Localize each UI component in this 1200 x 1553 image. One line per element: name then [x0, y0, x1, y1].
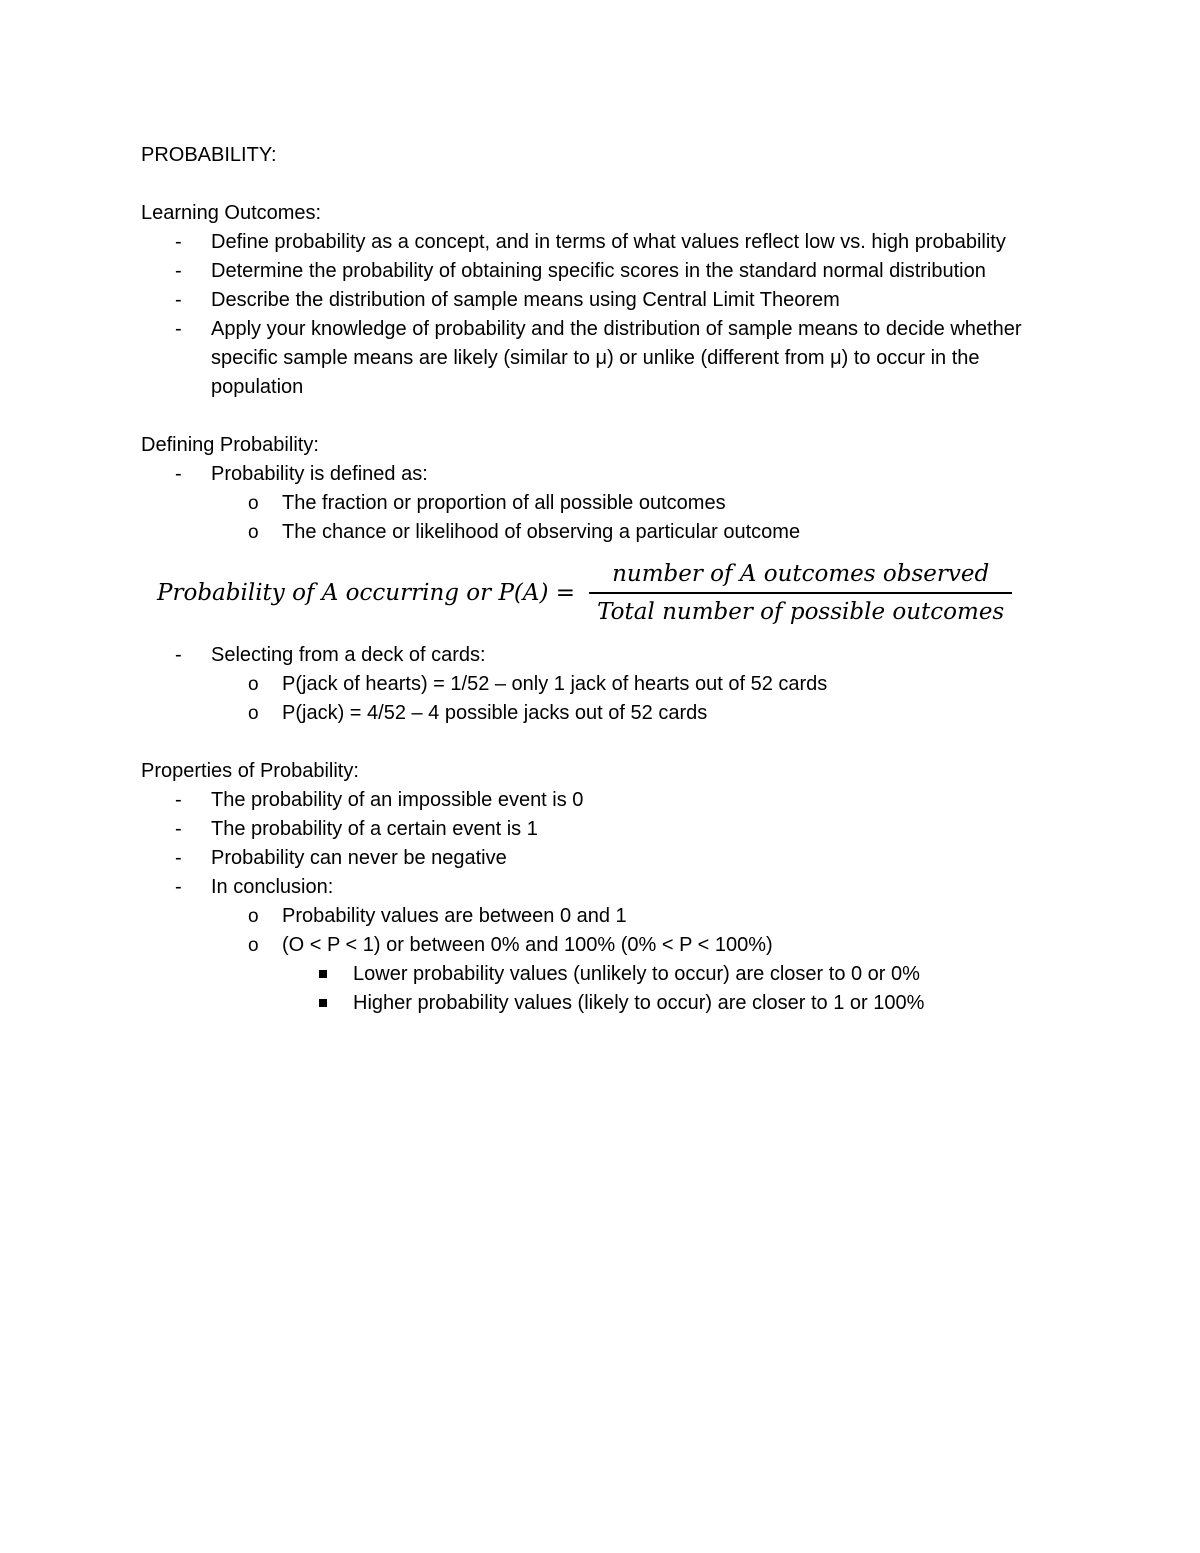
list-item	[141, 670, 1041, 699]
properties-heading: Properties of Probability:	[141, 760, 359, 782]
list-item	[141, 518, 1041, 547]
formula-numerator: number of A outcomes observed	[612, 561, 990, 587]
list-item	[141, 286, 1041, 315]
list-item	[141, 641, 1041, 670]
circle-bullet: o	[248, 493, 259, 514]
list-item-text: The probability of an impossible event is 0	[211, 789, 584, 811]
probability-formula	[157, 559, 1041, 627]
list-item-text: Higher probability values (likely to occur) are closer to 1 or 100%	[353, 992, 925, 1014]
learning-outcomes-list	[141, 228, 1041, 402]
list-item	[141, 489, 1041, 518]
list-item	[141, 228, 1041, 257]
list-item-text: Selecting from a deck of cards:	[211, 644, 486, 666]
formula-lhs: Probability of A occurring or P(A) =	[157, 580, 576, 606]
list-item-text: P(jack) = 4/52 – 4 possible jacks out of 52 cards	[282, 702, 708, 724]
list-item-text: Lower probability values (unlikely to occur) are closer to 0 or 0%	[353, 963, 920, 985]
formula-fraction	[589, 559, 1012, 627]
dash-bullet: -	[175, 876, 182, 898]
list-item-text: The fraction or proportion of all possible outcomes	[282, 492, 726, 514]
list-item-text: Determine the probability of obtaining specific scores in the standard normal distribution	[211, 260, 986, 282]
properties-list	[141, 786, 1041, 1018]
dash-bullet: -	[175, 789, 182, 811]
list-item	[141, 699, 1041, 728]
list-item-text: Apply your knowledge of probability and the distribution of sample means to decide whether specific sample means are likely (similar to μ) or unlike (different from μ) to occur in the population	[211, 318, 1022, 398]
dash-bullet: -	[175, 318, 182, 340]
dash-bullet: -	[175, 260, 182, 282]
list-item-text: The chance or likelihood of observing a particular outcome	[282, 521, 801, 543]
document-title: PROBABILITY:	[141, 144, 277, 166]
list-item	[141, 815, 1041, 844]
list-item-text: Probability is defined as:	[211, 463, 428, 485]
circle-bullet: o	[248, 906, 259, 927]
formula-denominator: Total number of possible outcomes	[589, 592, 1012, 627]
list-item-text: In conclusion:	[211, 876, 334, 898]
learning-outcomes-heading: Learning Outcomes:	[141, 202, 322, 224]
list-item-text: Probability values are between 0 and 1	[282, 905, 627, 927]
spacer	[141, 728, 1041, 757]
circle-bullet: o	[248, 935, 259, 956]
circle-bullet: o	[248, 674, 259, 695]
spacer	[141, 402, 1041, 431]
dash-bullet: -	[175, 289, 182, 311]
list-item-text: (O < P < 1) or between 0% and 100% (0% < P < 100%)	[282, 934, 773, 956]
dash-bullet: -	[175, 644, 182, 666]
list-item	[141, 931, 1041, 960]
list-item	[141, 786, 1041, 815]
defining-probability-list	[141, 460, 1041, 547]
list-item	[141, 989, 1041, 1018]
square-bullet-icon	[319, 970, 327, 978]
dash-bullet: -	[175, 231, 182, 253]
spacer	[141, 170, 1041, 199]
circle-bullet: o	[248, 522, 259, 543]
list-item	[141, 902, 1041, 931]
list-item	[141, 460, 1041, 489]
list-item	[141, 873, 1041, 902]
document-content	[141, 141, 1041, 1018]
list-item-text: P(jack of hearts) = 1/52 – only 1 jack of hearts out of 52 cards	[282, 673, 828, 695]
square-bullet-icon	[319, 999, 327, 1007]
list-item	[141, 257, 1041, 286]
list-item	[141, 960, 1041, 989]
list-item	[141, 844, 1041, 873]
dash-bullet: -	[175, 847, 182, 869]
list-item-text: Define probability as a concept, and in terms of what values reflect low vs. high probability	[211, 231, 1006, 253]
dash-bullet: -	[175, 818, 182, 840]
defining-probability-heading: Defining Probability:	[141, 434, 319, 456]
deck-example-list	[141, 641, 1041, 728]
dash-bullet: -	[175, 463, 182, 485]
list-item-text: Probability can never be negative	[211, 847, 507, 869]
list-item-text: Describe the distribution of sample means using Central Limit Theorem	[211, 289, 840, 311]
list-item-text: The probability of a certain event is 1	[211, 818, 538, 840]
list-item	[141, 315, 1041, 402]
circle-bullet: o	[248, 703, 259, 724]
